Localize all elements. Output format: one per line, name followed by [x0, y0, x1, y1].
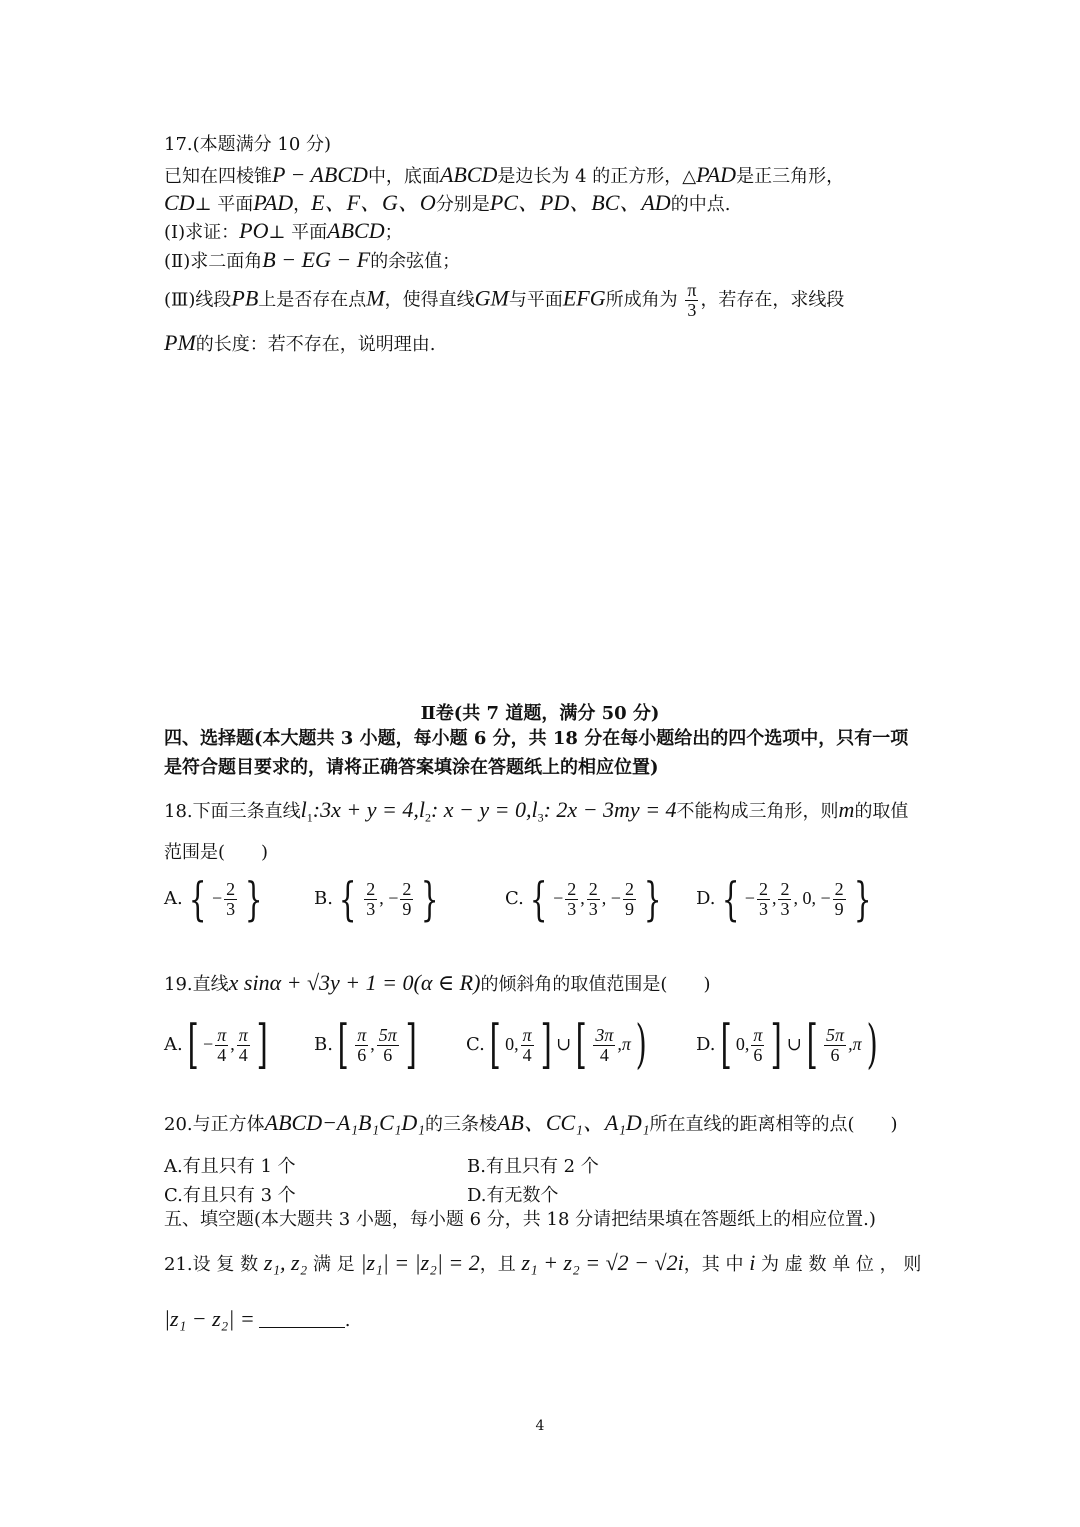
q17-part2: (Ⅱ)求二面角B − EG − F的余弦值；: [164, 247, 461, 272]
q17-part3-line2: PM的长度：若不存在，说明理由.: [164, 330, 436, 355]
q19-stem: 19.直线x sinα + √3y + 1 = 0(α ∈ R)的倾斜角的取值范围是( ): [164, 970, 711, 995]
q20-option-d[interactable]: D.有无数个: [467, 1185, 559, 1206]
q18-stem-line2: 范围是( ): [164, 842, 269, 863]
section5-title: 五、填空题(本大题共 3 小题，每小题 6 分，共 18 分请把结果填在答题纸上的相应位置.): [164, 1209, 876, 1230]
q17-header: 17.(本题满分 10 分): [164, 134, 332, 155]
q21-answer-line: |z₁ − z₂| = .: [164, 1306, 351, 1331]
q19-option-b[interactable]: B.[ $\frac{\pi}{6}$ , $\frac{5\pi}{6}$ ]: [314, 1015, 417, 1075]
q18-option-c[interactable]: C. { − $\frac{2}{3}$ , $\frac{2}{3}$ , − $\frac{2}{9}$ }: [505, 872, 662, 926]
page-number: 4: [535, 1418, 545, 1434]
q20-option-b[interactable]: B.有且只有 2 个: [467, 1156, 599, 1177]
q19-option-c[interactable]: C.[ 0, $\frac{\pi}{4}$ ] ∪[ $\frac{3\pi}{4}$ ,π): [466, 1015, 647, 1075]
q19-option-a[interactable]: A.[ − $\frac{\pi}{4}$ , $\frac{\pi}{4}$ ]: [164, 1015, 268, 1075]
q20-stem: 20.与正方体ABCD−A₁B₁C₁D₁的三条棱AB、CC₁、A₁D₁所在直线的距离相等的点( ): [164, 1110, 898, 1135]
q18-stem-line1: 18.下面三条直线$l_1:3x + y = 4,l_2$: $x - y = 0,l_3$: 2x − 3my = 4不能构成三角形，则m的取值: [164, 797, 909, 825]
answer-blank[interactable]: [259, 1309, 345, 1328]
q18-option-b[interactable]: B. { $\frac{2}{3}$ , − $\frac{2}{9}$ }: [314, 872, 439, 926]
section4-instructions-line1: 四、选择题(本大题共 3 小题，每小题 6 分，共 18 分在每小题给出的四个选项中，只有一项: [164, 728, 909, 749]
q20-option-a[interactable]: A.有且只有 1 个: [164, 1156, 296, 1177]
q17-stem-line1: 已知在四棱锥P − ABCD中，底面ABCD是边长为 4 的正方形，△PAD是正三角形，: [164, 162, 845, 187]
section2-title: Ⅱ卷(共 7 道题，满分 50 分): [420, 703, 660, 724]
q19-option-d[interactable]: D.[ 0, $\frac{\pi}{6}$ ] ∪[ $\frac{5\pi}{6}$ ,π): [696, 1015, 878, 1075]
q21-stem: 21.设 复 数 z₁, z₂ 满 足 |z₁| = |z₂| = 2，且 z₁ + z₂ = √2 − √2i，其 中 i 为 虚 数 单 位 ， 则: [164, 1250, 922, 1275]
pi-over-3-fraction: $\frac{\pi}{3}$: [687, 280, 697, 320]
q17-part3-line1: (Ⅲ)线段PB上是否存在点M，使得直线GM与平面EFG所成角为 $\frac{\pi}{3}$ ，若存在，求线段: [164, 280, 845, 320]
q18-option-a[interactable]: A. { − $\frac{2}{3}$ }: [164, 872, 263, 926]
q17-part1: (Ⅰ)求证：PO⊥ 平面ABCD；: [164, 218, 403, 243]
q20-option-c[interactable]: C.有且只有 3 个: [164, 1185, 296, 1206]
q18-option-d[interactable]: D. { − $\frac{2}{3}$ , $\frac{2}{3}$ , 0, − $\frac{2}{9}$ }: [696, 872, 872, 926]
section4-instructions-line2: 是符合题目要求的，请将正确答案填涂在答题纸上的相应位置): [164, 757, 659, 778]
q17-stem-line2: CD⊥ 平面PAD，E、F、G、O分别是PC、PD、BC、AD的中点.: [164, 190, 731, 215]
